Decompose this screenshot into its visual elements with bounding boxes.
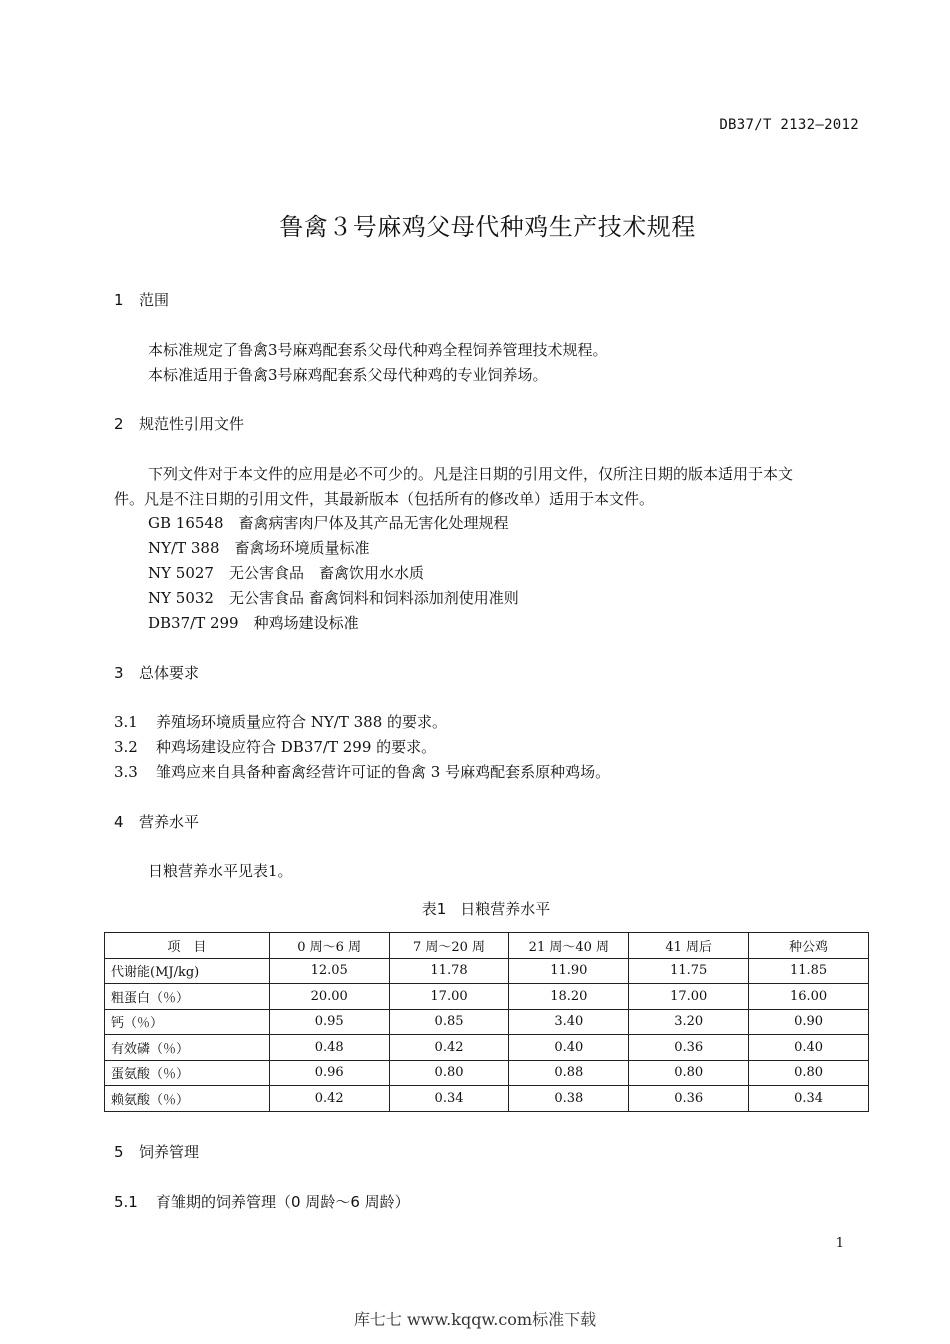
document-title: 鲁禽３号麻鸡父母代种鸡生产技术规程 (279, 213, 696, 241)
clause-item (114, 761, 610, 782)
section-2-heading (114, 413, 244, 434)
standard-code: DB37/T 2132—2012 (719, 117, 859, 133)
footer-watermark: 库七七 www.kqqw.com标准下载 (353, 1310, 597, 1329)
table-cell: 0.36 (629, 1086, 749, 1112)
table-cell: 16.00 (749, 984, 869, 1010)
table-cell: 11.85 (749, 958, 869, 984)
reference-item: NY 5032 无公害食品 畜禽饲料和饲料添加剂使用准则 (148, 589, 519, 607)
table-cell: 17.00 (389, 984, 509, 1010)
section-number: 5 (114, 1143, 124, 1161)
table-row (105, 1009, 869, 1035)
table-cell: 11.75 (629, 958, 749, 984)
table-cell: 0.40 (749, 1035, 869, 1061)
table-cell: 0.88 (509, 1060, 629, 1086)
table-row (105, 984, 869, 1010)
row-label: 粗蛋白（％） (105, 984, 270, 1010)
table-caption (0, 898, 950, 919)
table-row (105, 1086, 869, 1112)
paragraph: 下列文件对于本文件的应用是必不可少的。凡是注日期的引用文件，仅所注日期的版本适用于本文 (148, 465, 794, 483)
section-title: 范围 (139, 291, 170, 309)
column-header: 7 周～20 周 (389, 933, 509, 959)
section-5-heading (114, 1141, 199, 1162)
reference-item: NY/T 388 畜禽场环境质量标准 (148, 539, 370, 557)
table-row (105, 1035, 869, 1061)
section-title: 总体要求 (139, 664, 200, 682)
column-header: 21 周～40 周 (509, 933, 629, 959)
section-number: 1 (114, 291, 124, 309)
section-title: 营养水平 (139, 813, 200, 831)
paragraph: 日粮营养水平见表1。 (148, 862, 293, 880)
column-header: 项 目 (105, 933, 270, 959)
table-cell: 0.80 (629, 1060, 749, 1086)
table-row (105, 1060, 869, 1086)
reference-item: NY 5027 无公害食品 畜禽饮用水水质 (148, 564, 424, 582)
subsection-5-1-heading (114, 1191, 410, 1212)
column-header: 0 周～6 周 (269, 933, 389, 959)
row-label: 有效磷（％） (105, 1035, 270, 1061)
table-cell: 0.36 (629, 1035, 749, 1061)
clause-item (114, 736, 436, 757)
paragraph: 件。凡是不注日期的引用文件，其最新版本（包括所有的修改单）适用于本文件。 (114, 490, 655, 508)
table-title: 日粮营养水平 (460, 900, 551, 918)
reference-item: GB 16548 畜禽病害肉尸体及其产品无害化处理规程 (148, 514, 509, 532)
table-cell: 0.42 (389, 1035, 509, 1061)
section-4-heading (114, 811, 199, 832)
table-cell: 0.96 (269, 1060, 389, 1086)
table-cell: 0.38 (509, 1086, 629, 1112)
section-number: 3 (114, 664, 124, 682)
table-cell: 0.85 (389, 1009, 509, 1035)
row-label: 蛋氨酸（％） (105, 1060, 270, 1086)
table-header-row (105, 933, 869, 959)
clause-number: 3.3 (114, 763, 138, 781)
table-cell: 11.78 (389, 958, 509, 984)
clause-text: 雏鸡应来自具备种畜禽经营许可证的鲁禽 3 号麻鸡配套系原种鸡场。 (156, 763, 611, 781)
table-cell: 0.90 (749, 1009, 869, 1035)
section-number: 4 (114, 813, 124, 831)
section-title: 规范性引用文件 (139, 415, 245, 433)
clause-text: 种鸡场建设应符合 DB37/T 299 的要求。 (156, 738, 437, 756)
clause-item (114, 711, 447, 732)
clause-text: 养殖场环境质量应符合 NY/T 388 的要求。 (156, 713, 448, 731)
table-cell: 0.34 (749, 1086, 869, 1112)
column-header: 41 周后 (629, 933, 749, 959)
table-cell: 0.48 (269, 1035, 389, 1061)
table-cell: 0.42 (269, 1086, 389, 1112)
subsection-title: 育雏期的饲养管理（0 周龄～6 周龄） (156, 1193, 410, 1211)
subsection-number: 5.1 (114, 1193, 138, 1211)
table-cell: 11.90 (509, 958, 629, 984)
reference-item: DB37/T 299 种鸡场建设标准 (148, 614, 359, 632)
section-1-heading (114, 289, 169, 310)
table-cell: 0.80 (749, 1060, 869, 1086)
table-cell: 17.00 (629, 984, 749, 1010)
table-cell: 0.80 (389, 1060, 509, 1086)
table-cell: 18.20 (509, 984, 629, 1010)
table-cell: 3.20 (629, 1009, 749, 1035)
row-label: 赖氨酸（％） (105, 1086, 270, 1112)
page-number: 1 (835, 1236, 844, 1251)
table-cell: 0.95 (269, 1009, 389, 1035)
table-cell: 0.34 (389, 1086, 509, 1112)
clause-number: 3.1 (114, 713, 138, 731)
section-number: 2 (114, 415, 124, 433)
row-label: 钙（％） (105, 1009, 270, 1035)
paragraph: 本标准适用于鲁禽3号麻鸡配套系父母代种鸡的专业饲养场。 (148, 366, 548, 384)
section-title: 饲养管理 (139, 1143, 200, 1161)
table-number: 表1 (421, 900, 447, 918)
paragraph: 本标准规定了鲁禽3号麻鸡配套系父母代种鸡全程饲养管理技术规程。 (148, 341, 608, 359)
table-cell: 3.40 (509, 1009, 629, 1035)
table-cell: 12.05 (269, 958, 389, 984)
table-cell: 0.40 (509, 1035, 629, 1061)
table-row (105, 958, 869, 984)
clause-number: 3.2 (114, 738, 138, 756)
nutrition-table (104, 932, 869, 1112)
table-cell: 20.00 (269, 984, 389, 1010)
column-header: 种公鸡 (749, 933, 869, 959)
row-label: 代谢能(MJ/kg) (105, 958, 270, 984)
section-3-heading (114, 662, 199, 683)
